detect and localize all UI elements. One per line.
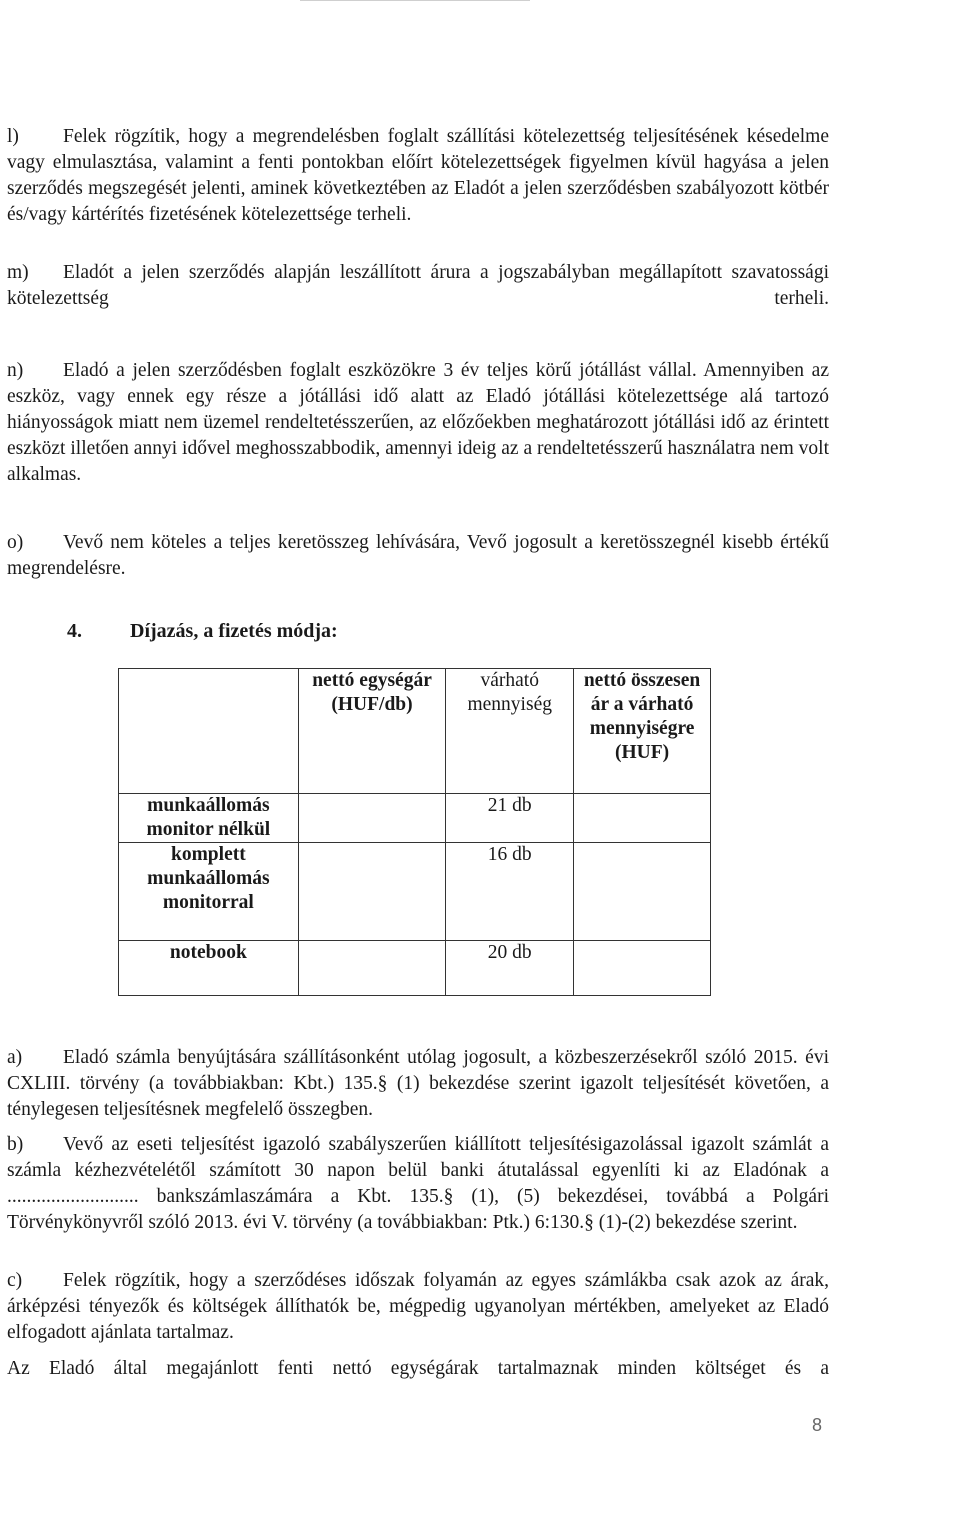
- paragraph-marker: n): [7, 360, 24, 381]
- paragraph-o: [7, 530, 829, 582]
- paragraph-c: [7, 1268, 829, 1346]
- price-table: [118, 668, 711, 996]
- row-quantity: 21 db: [446, 794, 574, 843]
- row-total: [574, 941, 711, 996]
- paragraph-a: [7, 1045, 829, 1123]
- table-header-row: [119, 669, 711, 794]
- section-title: Díjazás, a fizetés módja:: [130, 620, 338, 642]
- paragraph-text: Felek rögzítik, hogy a szerződéses időszak folyamán az egyes számlákba csak azok az árak, árképzési tényezők és költségek állíthatók be, mégpedig ugyanolyan mértékben, amelyeket az Eladó elfogadott ajánlata tartalmaz.: [7, 1270, 829, 1343]
- section-heading: [67, 620, 338, 643]
- scan-edge-mark: [300, 0, 530, 5]
- row-unit-price: [298, 941, 446, 996]
- section-number: 4.: [67, 620, 82, 642]
- table-row: [119, 843, 711, 941]
- paragraph-marker: m): [7, 262, 29, 283]
- header-cell-item: [119, 669, 299, 794]
- paragraph-marker: l): [7, 126, 19, 147]
- paragraph-text: Vevő nem köteles a teljes keretösszeg lehívására, Vevő jogosult a keretösszegnél kisebb értékű megrendelésre.: [7, 532, 829, 579]
- paragraph-marker: c): [7, 1270, 23, 1291]
- paragraph-text: Vevő az eseti teljesítést igazoló szabályszerűen kiállított teljesítésigazolással igazolt számlát a számla kézhezvételétől számított 30 napon belül banki átutalással egyenlíti ki az Eladónak a ........................... bankszámlaszámára a Kbt. 135.§ (1), (5) bekezdései, továbbá a Polgári Törvénykönyvről szóló 2013. évi V. törvény (a továbbiakban: Ptk.) 6:130.§ (1)-(2) bekezdése szerint.: [7, 1134, 829, 1233]
- paragraph-m: [7, 260, 829, 312]
- paragraph-b: [7, 1132, 829, 1236]
- header-cell-unit-price: nettó egységár (HUF/db): [298, 669, 446, 794]
- row-item-name: notebook: [119, 941, 299, 996]
- row-quantity: 16 db: [446, 843, 574, 941]
- paragraph-marker: b): [7, 1134, 24, 1155]
- header-cell-quantity: várható mennyiség: [446, 669, 574, 794]
- paragraph-text: Eladó a jelen szerződésben foglalt eszközökre 3 év teljes körű jótállást vállal. Amennyiben az eszköz, vagy ennek egy része a jótállási idő alatt az Eladó jótállási kötelezettsége alá tartozó hiányosságok miatt nem üzemel rendeltetésszerűen, az előzőekben meghatározott jótállási idő az érintett eszközt illetően annyi idővel meghosszabbodik, amennyi ideig az a rendeltetésszerű használatra nem volt alkalmas.: [7, 360, 829, 485]
- table-row: [119, 941, 711, 996]
- row-total: [574, 794, 711, 843]
- page-number: 8: [812, 1415, 823, 1435]
- paragraph-text: Eladó számla benyújtására szállításonként utólag jogosult, a közbeszerzésekről szóló 2015. évi CXLIII. törvény (a továbbiakban: Kbt.) 135.§ (1) bekezdése szerint igazolt teljesítését követően, a ténylegesen teljesítésnek megfelelő összegben.: [7, 1047, 829, 1120]
- row-unit-price: [298, 843, 446, 941]
- paragraph-text: Felek rögzítik, hogy a megrendelésben foglalt szállítási kötelezettség teljesítésének késedelme vagy elmulasztása, valamint a fenti pontokban előírt kötelezettségek figyelmen kívül hagyása a jelen szerződés megszegését jelenti, aminek következtében az Eladót a jelen szerződésben szabályozott kötbér és/vagy kártérítés fizetésének kötelezettsége terheli.: [7, 126, 829, 225]
- paragraph-n: [7, 358, 829, 488]
- paragraph-text: Eladót a jelen szerződés alapján leszállított árura a jogszabályban megállapított szavatossági kötelezettség terheli.: [7, 262, 829, 309]
- row-total: [574, 843, 711, 941]
- row-unit-price: [298, 794, 446, 843]
- paragraph-l: [7, 124, 829, 228]
- closing-paragraph: Az Eladó által megajánlott fenti nettó egységárak tartalmaznak minden költséget és a: [7, 1358, 829, 1379]
- table-row: [119, 794, 711, 843]
- row-quantity: 20 db: [446, 941, 574, 996]
- header-cell-total: nettó összesen ár a várható mennyiségre (HUF): [574, 669, 711, 794]
- paragraph-marker: o): [7, 532, 24, 553]
- row-item-name: komplett munkaállomás monitorral: [119, 843, 299, 941]
- row-item-name: munkaállomás monitor nélkül: [119, 794, 299, 843]
- paragraph-marker: a): [7, 1047, 23, 1068]
